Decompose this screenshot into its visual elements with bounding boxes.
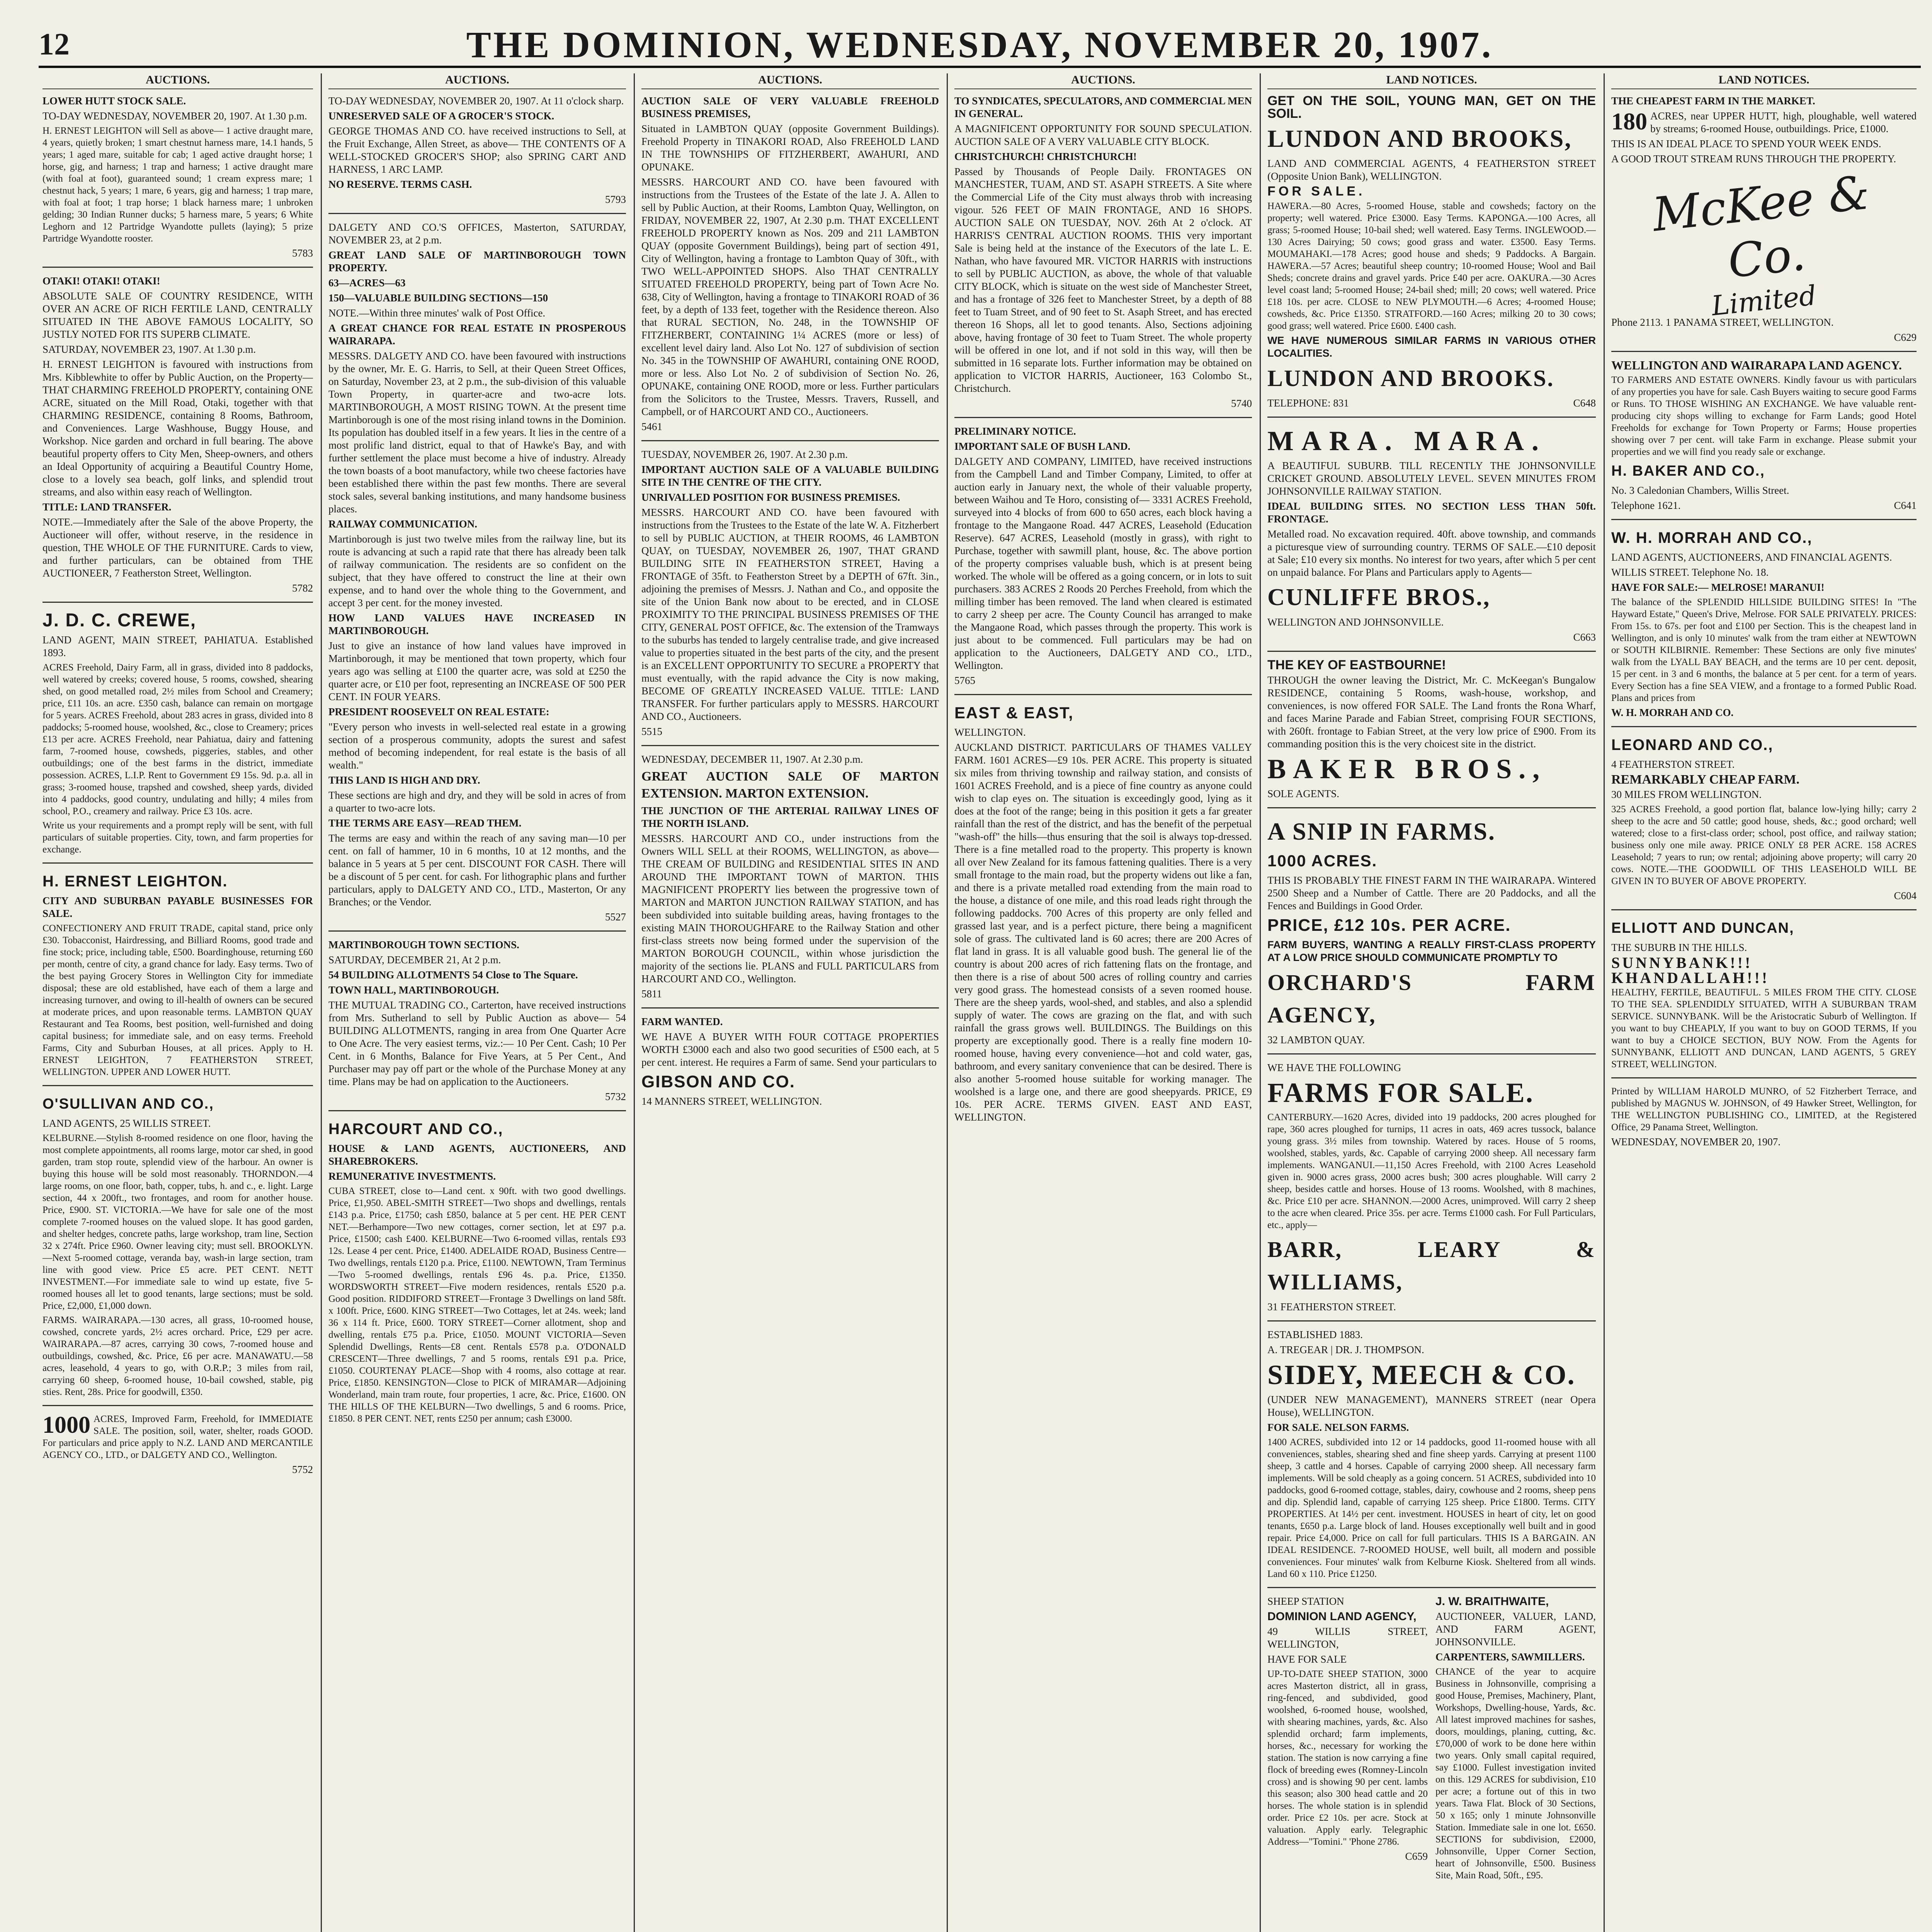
- ad-body: CHANCE of the year to acquire Business in Johnsonville, comprising a good House, Premises, Machinery, Plant, Workshops, Dwelling-house, Yards, &c. All latest improved machines for sashes, doors, mouldings, planing, cutting, &c. £70,000 of work to be done here within two years. Only small capital required, say £1000. Fullest investigation invited on this. 129 ACRES for subdivision, £10 per acre; a fortune out of this in two years. Tawa Flat. Block of 30 Sections, 50 x 165; only 1 minute Johnsonville Station. Immediate sale in one lot. £650. SECTIONS for subdivision, £2000, Johnsonville, Upper Corner Section, heart of Johnsonville, £500. Business Site, Main Road, 50ft., £95.: [1435, 1667, 1596, 1881]
- ad-title: UNRESERVED SALE OF A GROCER'S STOCK.: [328, 110, 554, 122]
- divider: [641, 440, 939, 441]
- twin-ads: [1267, 1595, 1596, 1884]
- ad-subtitle: CHRISTCHURCH! CHRISTCHURCH!: [954, 151, 1137, 162]
- divider: [1611, 909, 1917, 910]
- ad-subtitle: THE TERMS ARE EASY—READ THEM.: [328, 817, 522, 829]
- ad-title: IMPORTANT AUCTION SALE OF A VALUABLE BUILDING SITE IN THE CENTRE OF THE CITY.: [641, 464, 939, 488]
- agent-address: LAND AND COMMERCIAL AGENTS, 4 FEATHERSTON STREET (Opposite Union Bank), WELLINGTON.: [1267, 158, 1596, 182]
- ad-subtitle: RAILWAY COMMUNICATION.: [328, 518, 478, 530]
- agent-address: AUCTIONEER, VALUER, LAND, AND FARM AGENT, JOHNSONVILLE.: [1435, 1611, 1596, 1648]
- divider: [1611, 726, 1917, 727]
- column-1: [43, 73, 313, 1932]
- ad-body: WE HAVE A BUYER WITH FOUR COTTAGE PROPERTIES WORTH £3000 each and also two good securities of £500 each, at 5 per cent. interest. He requires a Farm of same. Send your particulars to: [641, 1031, 939, 1068]
- agent-name: LUNDON AND BROOKS.: [1267, 366, 1554, 391]
- ad-title: REMARKABLY CHEAP FARM.: [1611, 772, 1800, 787]
- ad-body: DALGETY AND COMPANY, LIMITED, have received instructions from the Campbell Land and Timber Company, Limited, to offer at auction early in January next, the whole of their valuable property, between Waihou and Te Horo, consisting of— 3331 ACRES Freehold, surveyed into 4 blocks of from 600 to 650 acres, each block having a frontage to the Mangaone Road. 447 ACRES, Leasehold (Education Reserve). 647 ACRES, Leasehold (mostly in grass), with right to Purchase, together with sawmill plant, house, &c. The above portion of the property comprises valuable bush, which is at present being worked. The whole will be offered as a going concern, or in lots to suit purchasers. 383 ACRES 2 Roods 20 Perches Freehold, from which the milling timber has been removed. The land when cleared is estimated to carry 2 sheep per acre. The County Council has arranged to make the Mangaone Road, which passes through the property. This work is just about to be commenced. Full particulars may be had on application to the Auctioneers, DALGETY AND CO., LTD., Wellington.: [954, 456, 1252, 671]
- ad-subtitle: 30 MILES FROM WELLINGTON.: [1611, 789, 1762, 800]
- agent-address: 32 LAMBTON QUAY.: [1267, 1034, 1365, 1046]
- agent-address: 31 FEATHERSTON STREET.: [1267, 1301, 1396, 1313]
- ad-subtitle: THE JUNCTION OF THE ARTERIAL RAILWAY LINES OF THE NORTH ISLAND.: [641, 805, 939, 829]
- ad-subtitle: CARPENTERS, SAWMILLERS.: [1435, 1651, 1585, 1663]
- ad-banner: GET ON THE SOIL, YOUNG MAN, GET ON THE SOIL.: [1267, 94, 1596, 121]
- agent-name: ELLIOTT AND DUNCAN,: [1611, 920, 1794, 936]
- ad-title: THE KEY OF EASTBOURNE!: [1267, 658, 1446, 672]
- ad-subtitle: WE HAVE THE FOLLOWING: [1267, 1062, 1401, 1073]
- ad-subtitle: THIS LAND IS HIGH AND DRY.: [328, 774, 480, 786]
- ad-subtitle: PRESIDENT ROOSEVELT ON REAL ESTATE:: [328, 706, 549, 718]
- ad-ref: 5765: [954, 675, 975, 686]
- ad-subtitle: SOLE AGENTS.: [1267, 788, 1340, 799]
- ad-date: TUESDAY, NOVEMBER 26, 1907. At 2.30 p.m.: [641, 449, 848, 460]
- price: PRICE, £12 10s. PER ACRE.: [1267, 916, 1511, 935]
- column-2: [328, 73, 626, 1932]
- ad-date: TO-DAY WEDNESDAY, NOVEMBER 20, 1907. At 11 o'clock sharp.: [328, 95, 624, 107]
- agent-address: WELLINGTON AND JOHNSONVILLE.: [1267, 616, 1444, 628]
- partner-names: A. TREGEAR | DR. J. THOMPSON.: [1267, 1344, 1424, 1355]
- ad-terms: NO RESERVE. TERMS CASH.: [328, 179, 472, 190]
- divider: [1267, 1587, 1596, 1588]
- column-rule: [947, 73, 948, 1932]
- newspaper-title: THE DOMINION, WEDNESDAY, NOVEMBER 20, 1907.: [466, 24, 1493, 65]
- ad-body: AUCKLAND DISTRICT. PARTICULARS OF THAMES VALLEY FARM. 1601 ACRES—£9 10s. PER ACRE. This property is situated six miles from thriving township and railway station, and consists of 1601 ACRES Freehold, and is a piece of fine country as anyone could wish to clap eyes on. The situation is exceedingly good, lying as it does at the foot of the range; being in this position it gets a far greater rainfall than the rest of the district, and has the benefit of the perpetual "wash-off" the hills—thus ensuring that the soil is always top-dressed. There is a fine metalled road to the property. This property is known all over New Zealand for its famous fattening qualities. There is a very small frontage to the main road, but the property widens out like a fan, and there is a private metalled road extending from the main road to the house, a distance of one mile, and this road leads right through the following paddocks. 700 Acres of this property are only felled and grassed last year, and is a perfect picture, there being a magnificent sole of grass. The cultivated land is 60 acres; there are 200 Acres of flat land in grass. It is all valuable good bush. The general lie of the country is about 200 acres of rich fattening flats on the frontage, and then there is a rise of about 500 acres of rolling country and carries very good grass. The homestead consists of a seven roomed house. There are the sheep yards, wool-shed, and stables, and also a splendid supply of water. The cows are grazing on the flat, and with such rainfall the grass grows well. BUILDINGS. The Buildings on this property are exceptionally good. There is a really fine modern 10-roomed house, having every convenience—hot and cold water, gas, bathroom, and every sanitary convenience that can be desired. There is also another 5-roomed house suitable for working manager. The woolshed is a large one, and there are good sheepyards. PRICE, £9 10s. PER ACRE. TERMS GIVEN. EAST AND EAST, WELLINGTON.: [954, 742, 1252, 1123]
- agent-address: LAND AGENTS, 25 WILLIS STREET.: [43, 1117, 211, 1129]
- ad-body: CUBA STREET, close to—Land cent. x 90ft. with two good dwellings. Price, £1,950. ABEL-SMITH STREET—Two shops and dwellings, rentals £143 p.a. Price, £1750; cash £850, balance at 5 per cent. HE PER CENT NET.—Berhampore—Two new cottages, corner section, let at £97 p.a. Price, £1500; cash £400. KELBURNE—Two 6-roomed villas, rentals £93 12s. Lease 4 per cent. Price, £1400. ADELAIDE ROAD, Business Centre—Two dwellings, rentals £120 p.a. Price, £1100. NEWTOWN, Tram Terminus—Two 5-roomed dwellings, rentals £96 4s. p.a. Price, £1350. WORDSWORTH STREET—Five modern residences, rentals £520 p.a. Good position. RIDDIFORD STREET—Frontage 3 Dwellings on land 58ft. x 100ft. Price, £600. KING STREET—Two Cottages, let at 24s. week; land 36 x 114 ft. Price, £600. TORY STREET—Corner allotment, shop and dwelling, rentals £75 p.a. Price, £1050. MOUNT VICTORIA—Seven Splendid Dwellings, Rents—£8 cent. Rentals £578 p.a. O'DONALD CRESCENT—Three dwellings, 7 and 5 rooms, rentals £91 p.a. Price, £1050. COURTENAY PLACE—Shop with 4 rooms, also cottage at rear. Price, £1850. KENSINGTON—Close to PICK of MIRAMAR—Adjoining Wonderland, main tram route, four properties, 1 acre, &c. Price, £1600. ON THE HILLS OF THE KELBURN—Two dwellings, 5 and 6 rooms. Price, £1850. 8 PER CENT. NET, rents £250 per annum; cash £3000.: [328, 1186, 626, 1424]
- agent-name: O'SULLIVAN AND CO.,: [43, 1096, 214, 1112]
- divider: [1267, 807, 1596, 808]
- section-header: AUCTIONS.: [954, 73, 1252, 89]
- ad-subtitle: IMPORTANT SALE OF BUSH LAND.: [954, 440, 1131, 452]
- divider: [1267, 651, 1596, 652]
- agent-address: LAND AGENT, MAIN STREET, PAHIATUA. Established 1893.: [43, 634, 313, 658]
- acre-number: 180: [1611, 109, 1647, 135]
- column-5: [1267, 73, 1596, 1932]
- ad-date: SATURDAY, NOVEMBER 23, 1907. At 1.30 p.m.: [43, 344, 256, 355]
- ad-body: Passed by Thousands of People Daily. FRONTAGES ON MANCHESTER, TUAM, AND ST. ASAPH STREETS. A Site where the Commercial Life of the City must always throb with increasing vigour. 526 FEET OF MAIN FRONTAGE, AND 16 SHOPS. AUCTION SALE ON TUESDAY, NOV. 26th At 2 o'clock. AT HARRIS'S CENTRAL AUCTION ROOMS. THIS very important Sale is being held at the instance of the Executors of the late L. E. Nathan, who have favoured MR. VICTOR HARRIS with instructions to sell by PUBLIC AUCTION, as above, the whole of that valuable CITY BLOCK, which is situate on the west side of Manchester Street, and has a frontage of 326 feet to Manchester Street, by a depth of 88 feet to Tuam Street, and of 90 feet to St. Asaph Street, and has erected thereon 16 Shops, all let to good tenants. Also, Sections adjoining above, having frontage of 30 feet to Tuam Street. The whole property will be offered in one lot, and if not sold in this way, will then be submitted in 16 separate lots. Further information may be obtained on application to VICTOR HARRIS, Auctioneer, 163 Colombo St., Christchurch.: [954, 166, 1252, 394]
- ad-block: [1435, 1595, 1596, 1884]
- ad-block: [1267, 1595, 1428, 1884]
- ad-subtitle: UNRIVALLED POSITION FOR BUSINESS PREMISES.: [641, 492, 900, 503]
- imprint-date: WEDNESDAY, NOVEMBER 20, 1907.: [1611, 1136, 1781, 1148]
- ad-body: 1400 ACRES, subdivided into 12 or 14 paddocks, good 11-roomed house with all conveniences, stables, shearing shed and fine sheep yards. Carrying at present 1100 sheep, 3 cattle and 4 horses. Capable of carrying 2000 sheep. All necessary farm implements. Will be sold cheaply as a going concern. 51 ACRES, subdivided into 10 paddocks, good 6-roomed cottage, stables, dairy, cowhouse and 2 rooms, sheep pens and dip. Splendid land, capable of carrying 125 sheep. Price £1800. Terms. CITY PROPERTIES. At 14½ per cent. investment. HOUSES in heart of city, let on good tenants, £650 p.a. Large block of land. Houses exceptionally well built and in good repair. Price £4,000. Price on call for full particulars. THIS IS A BARGAIN. AN IDEAL RESIDENCE. 7-ROOMED HOUSE, well built, all modern and possible conveniences. Four minutes' walk from Kelburne Kiosk. Sheltered from all winds. Land 60 x 110. Price £1250.: [1267, 1437, 1596, 1579]
- section-header: AUCTIONS.: [641, 73, 939, 89]
- divider: [43, 602, 313, 603]
- divider: [954, 417, 1252, 418]
- ad-body: HAWERA.—80 Acres, 5-roomed House, stable and cowsheds; factory on the property; well watered. Price £3000. Easy Terms. KAPONGA.—100 Acres, all grass; 5-roomed House; 10-bail shed; well watered. Easy Terms. INGLEWOOD.—130 Acres Dairying; 50 cows; good grass and water. £3500. Easy Terms. MOUMAHAKI.—178 Acres; good house and sheds; 9 Paddocks. A Bargain. HAWERA.—57 Acres; beautiful sheep country; 10-roomed House; Wool and Bail Sheds; concrete drains and gravel yards. Price £40 per acre. OAKURA.—30 Acres level coast land; 5-roomed House; 24-bail shed; mill; 20 cows; well watered. Price £18 10s. per acre. CLOSE to NEW PLYMOUTH.—6 Acres; 4-roomed House; cowsheds, &c. Price £1350. STRATFORD.—160 Acres; milking 20 to 30 cows; good grass; well watered. Price £600. £400 cash.: [1267, 201, 1596, 331]
- ad-ref: 5732: [605, 1091, 626, 1102]
- agent-name: W. H. MORRAH AND CO.: [1611, 707, 1734, 718]
- ad-body: MESSRS. HARCOURT AND CO., under instructions from the Owners WILL SELL at their ROOMS, WELLINGTON, as above— THE CREAM OF BUILDING and RESIDENTIAL SITES IN AND AROUND THE IMPORTANT TOWN of MARTON. THIS MAGNIFICENT PROPERTY lies between the progressive town of MARTON and MARTON JUNCTION RAILWAY STATION, and has been subdivided into suitable building areas, having frontages to the existing MAIN THOROUGHFARE to the Railway Station and other first-class streets now being formed under the supervision of the MARTON BOROUGH COUNCIL, within whose jurisdiction the majority of the sections lie. PLANS and FULL PARTICULARS from HARCOURT AND CO., Wellington.: [641, 833, 939, 985]
- ad-title: A SNIP IN FARMS.: [1267, 818, 1496, 845]
- acre-number: 1000: [43, 1412, 90, 1438]
- ad-body: H. ERNEST LEIGHTON is favoured with instructions from Mrs. Kibblewhite to offer by Public Auction, on the Property— THAT CHARMING FREEHOLD PROPERTY, containing ONE ACRE, situated on the Mill Road, Otaki, together with that CHARMING RESIDENCE, containing 8 Rooms, Bathroom, and Conveniences. Large Washhouse, Buggy House, and Workshop. Nice garden and orchard in full bearing. The above beautiful property offers to City Men, Sheep-owners, and others an Ideal Opportunity of acquiring a Beautiful Country Home, close to a lovely sea beach, golf links, and splendid trout streams, and also within easy reach of Wellington.: [43, 359, 313, 498]
- agent-name: H. BAKER AND CO.,: [1611, 463, 1765, 479]
- ad-subtitle: A GOOD TROUT STREAM RUNS THROUGH THE PROPERTY.: [1611, 153, 1896, 165]
- ad-subtitle: HAVE FOR SALE:— MELROSE! MARANUI!: [1611, 582, 1825, 593]
- ad-title: GREAT LAND SALE OF MARTINBOROUGH TOWN PROPERTY.: [328, 249, 626, 274]
- divider: [954, 694, 1252, 695]
- ad-subtitle: CITY AND SUBURBAN PAYABLE BUSINESSES FOR SALE.: [43, 895, 313, 919]
- ad-title: SUNNYBANK!!!: [1611, 954, 1753, 971]
- ad-subtitle: ESTABLISHED 1883.: [1267, 1329, 1363, 1340]
- ad-subtitle: 54 BUILDING ALLOTMENTS 54 Close to The Square.: [328, 969, 578, 981]
- ad-body: HEALTHY, FERTILE, BEAUTIFUL. 5 MILES FROM THE CITY. CLOSE TO THE SEA. SPLENDIDLY SITUATED, WITH A SUBURBAN TRAM SERVICE. SUNNYBANK. Will be the Aristocratic Suburb of Wellington. If you want to buy CHEAPLY, If you want to buy on GOOD TERMS, If you want to buy a CHOICE SECTION, BUY NOW. From the Agents for SUNNYBANK, ELLIOTT AND DUNCAN, LAND AGENTS, 5 GREY STREET, WELLINGTON.: [1611, 987, 1917, 1070]
- ad-ref: 5783: [292, 247, 313, 259]
- ad-subtitle: 1000 ACRES.: [1267, 852, 1378, 870]
- ad-body: CANTERBURY.—1620 Acres, divided into 19 paddocks, 200 acres ploughed for rape, 360 acres ploughed for turnips, 11 acres in oats, 469 acres tussock, balance young grass. 3½ miles from township. Watered by races. House of 5 rooms, woolshed, stables, yards, &c. Capable of carrying 2000 sheep. All necessary farm implements. WANGANUI.—11,150 Acres Freehold, with 2100 Acres Leasehold given in. 9000 acres grass, 2000 acres bush; 300 acres ploughable. Will carry 2 sheep, besides cattle and horses. House of 13 rooms. Woolshed, with 8 machines, &c. Price £10 per acre. SHANNON.—2000 Acres, unimproved. Will carry 2 sheep to the acre when cleared. Price 35s. per acre. Terms £1000 cash. For Full Particulars, etc., apply—: [1267, 1112, 1596, 1230]
- ad-date: DALGETY AND CO.'S OFFICES, Masterton, SATURDAY, NOVEMBER 23, at 2 p.m.: [328, 221, 626, 246]
- agent-name: J. W. BRAITHWAITE,: [1435, 1595, 1549, 1608]
- signature-logo-sub: Limited: [1710, 279, 1818, 322]
- divider: [328, 213, 626, 214]
- ad-subtitle: ABSOLUTE SALE OF COUNTRY RESIDENCE, WITH OVER AN ACRE OF RICH FERTILE LAND, CENTRALLY SITUATED IN THE ABOVE FAMOUS LOCALITY, SO JUSTLY NOTED FOR ITS SUPERB CLIMATE.: [43, 290, 313, 340]
- ad-body: H. ERNEST LEIGHTON will Sell as above— 1 active draught mare, 4 years, quietly broken; 1 smart chestnut harness mare, 14.1 hands, 5 years; 1 aged mare, suitable for cab; 1 aged active draught horse; 1 horse, gig, and harness; 1 trap and harness; 1 active draught mare (with foal at foot), guaranteed sound; 1 cream express mare; 1 chestnut hack, 5 years; 1 mare, 6 years, gig and harness; 1 trap mare, with foal at foot; 1 trap horse; 1 black harness mare; 1 unbroken gelding; 30 Indian Runner ducks; 5 harness mare, 5 years; 6 White Leghorn and 12 Partridge Wyandotte pullets (laying); 5 prize Partridge Wyandotte rooster.: [43, 126, 313, 244]
- divider: [641, 745, 939, 746]
- ad-ref: 5461: [641, 421, 662, 432]
- ad-title: MARA. MARA.: [1267, 425, 1546, 456]
- ad-date: SATURDAY, DECEMBER 21, At 2 p.m.: [328, 954, 501, 966]
- ad-subtitle: 150—VALUABLE BUILDING SECTIONS—150: [328, 292, 548, 304]
- ad-subtitle: FOR SALE.: [1267, 184, 1366, 199]
- ad-body: ACRES, near UPPER HUTT, high, ploughable, well watered by streams; 6-roomed House, outbuildings. Price, £1000.: [1650, 110, 1917, 134]
- agent-name: EAST & EAST,: [954, 704, 1074, 722]
- divider: [1267, 1053, 1596, 1054]
- ad-subtitle: FARM BUYERS, WANTING A REALLY FIRST-CLASS PROPERTY AT A LOW PRICE SHOULD COMMUNICATE PROMPTLY TO: [1267, 939, 1596, 963]
- ad-body: Martinborough is just two twelve miles from the railway line, but its route is advancing at such a rapid rate that there has already been talk of railway communication. The residents are so confident on the subject, that they have offered to construct the line at their own expense, and to hand over the whole thing to the Government, and accept 3 per cent. for the money invested.: [328, 533, 626, 609]
- ad-subtitle: IDEAL BUILDING SITES. NO SECTION LESS THAN 50ft. FRONTAGE.: [1267, 500, 1596, 525]
- divider: [43, 1085, 313, 1086]
- ad-body: ACRES, Improved Farm, Freehold, for IMMEDIATE SALE. The position, soil, water, shelter, roads GOOD. For particulars and price apply to N.Z. LAND AND MERCANTILE AGENCY CO., LTD., or DALGETY AND CO., Wellington.: [43, 1414, 313, 1460]
- ad-ref: C604: [1894, 890, 1917, 901]
- ad-title: FARM WANTED.: [641, 1016, 723, 1027]
- ad-body: ACRES Freehold, Dairy Farm, all in grass, divided into 8 paddocks, well watered by creeks; covered house, 5 rooms, cowshed, shearing shed, on good metalled road, 2½ miles from School and Creamery; price, £11 10s. an acre. £350 cash, balance can remain on mortgage for 5 years. ACRES Freehold, about 283 acres in grass, divided into 8 paddocks; 5-roomed house, woolshed, &c., close to Creamery; prices £13 per acre. ACRES Freehold, near Pahiatua, dairy and fattening farm, 7-roomed house, cowsheds, piggeries, stables, and other outbuildings; one of the best farms in the district, immediate possession. ACRES, L.I.P. Rent to Government £9 15s. 9d. p.a. all in grass; 3-roomed house, trapshed and cowshed, sheep yards, divided into 4 paddocks, good country, undulating and hilly; 4 miles from school, P.O., creamery and railway. Price £3 10s. acre.: [43, 662, 313, 816]
- ad-body: The balance of the SPLENDID HILLSIDE BUILDING SITES! In "The Hayward Estate," Queen's Drive, Melrose. FOR SALE PRIVATELY. PRICES: From 15s. to 67s. per foot and £100 per Section. This is the cheapest land in Wellington, and is only 10 minutes' walk from the tram either at NEWTOWN or SOUTH KILBIRNIE. Remember: These Sections are only five minutes' walk from the LYALL BAY BEACH, and the terms are 10 per cent. deposit, 15 per cent. in 3 and 6 months, the balance at 5 per cent. for a term of years. Every Section has a fine SEA VIEW, and a frontage to a formed Public Road. Plans and prices from: [1611, 597, 1917, 703]
- ad-subtitle: 63—ACRES—63: [328, 277, 406, 289]
- ad-ref: 5752: [292, 1464, 313, 1475]
- ad-body: 325 ACRES Freehold, a good portion flat, balance low-lying hilly; carry 2 sheep to the acre and 50 cattle; good house, sheds, &c.; good orchard; well watered; close to a first-class order; school, post office, and railway station; business only one mile away. PRICE ONLY £8 PER ACRE. 158 ACRES Leasehold; 7 years to run; ow rental; adjoining above property; will carry 20 cows. NOTE.—THE GOODWILL OF THIS LEASEHOLD WILL BE GIVEN IN TO BUYER OF ABOVE PROPERTY.: [1611, 804, 1917, 886]
- phone-number: Telephone 1621.: [1611, 500, 1681, 511]
- ad-body: The terms are easy and within the reach of any saving man—10 per cent. on fall of hammer, 10 in 6 months, 10 at 12 months, and the balance in 5 years at 5 per cent. DISCOUNT FOR CASH. There will be a discount of 5 per cent. for cash. For lithographic plans and further particulars, apply to DALGETY AND CO., LTD., Masterton, Or any Branches; or the Vendor.: [328, 832, 626, 908]
- ad-ref: 5811: [641, 988, 662, 1000]
- column-rule: [634, 73, 635, 1932]
- ad-body: FARMS. WAIRARAPA.—130 acres, all grass, 10-roomed house, cowshed, concrete yards, 2½ acres orchard. Price, £29 per acre. WAIRARAPA.—87 acres, carrying 30 cows, 7-roomed house and outbuildings, cowshed, &c. Price, £6 per acre. MANAWATU.—58 acres, leasehold, 4 years to go, with O.R.P.; 3 miles from rail, carrying 60 sheep, 6-roomed house, 10-bail cowshed, stable, pig sties. Rent, 28s. Price for goodwill, £350.: [43, 1315, 313, 1397]
- column-rule: [321, 73, 322, 1932]
- ad-note: NOTE.—Within three minutes' walk of Post Office.: [328, 307, 546, 319]
- column-rule: [1260, 73, 1261, 1932]
- ad-title: THE CHEAPEST FARM IN THE MARKET.: [1611, 95, 1815, 107]
- ad-body: Metalled road. No excavation required. 40ft. above township, and commands a picturesque view of surrounding country. TERMS OF SALE.—£10 deposit at Sale; £10 every six months. No interest for two years, after which 5 per cent on unpaid balance. For Plans and Particulars apply to Agents—: [1267, 528, 1596, 578]
- ad-body: UP-TO-DATE SHEEP STATION, 3000 acres Masterton district, all in grass, ring-fenced, and subdivided, good woolshed, 6-roomed house, woolshed, with shearing machines, yards, &c. Also splendid orchard; farm implements, horses, &c., necessary for working the station. The station is now carrying a fine flock of breeding ewes (Romney-Lincoln cross) and is showing 90 per cent. lambs this season; also 300 head cattle and 20 horses. The whole station is in splendid order. Price £2 10s. per acre. Stock at valuation. Apply early. Telegraphic Address—"Tomini." 'Phone 2786.: [1267, 1669, 1428, 1847]
- ad-subtitle: A GREAT CHANCE FOR REAL ESTATE IN PROSPEROUS WAIRARAPA.: [328, 322, 626, 347]
- section-header: LAND NOTICES.: [1611, 73, 1917, 89]
- ad-body: These sections are high and dry, and they will be sold in acres of from a quarter to two-acre lots.: [328, 789, 626, 814]
- ad-body: MESSRS. DALGETY AND CO. have been favoured with instructions by the owner, Mr. E. G. Harris, to Sell, at their Queen Street Offices, on Saturday, November 23, at 2 p.m., the sub-division of this valuable Town Property, in quarter-acre and two-acre lots. MARTINBOROUGH, A MOST RISING TOWN. At the present time Martinborough is one of the most rising inland towns in the Dominion. Its population has doubled itself in a few years. It lies in the centre of a most prolific land district, equal to that of Hawke's Bay, and with further settlement the place must become a hive of industry. Already the town boasts of a boot manufactory, while two cheese factories have been established there within the past few months. There are several stock sales, several banking institutions, and many handsome business places.: [328, 350, 626, 515]
- ad-subtitle: LAND AGENTS, AUCTIONEERS, AND FINANCIAL AGENTS.: [1611, 551, 1892, 563]
- agent-address: 1 PANAMA STREET, WELLINGTON.: [1665, 316, 1834, 328]
- column-rule: [1604, 73, 1605, 1932]
- ad-body: Just to give an instance of how land values have improved in Martinborough, it may be mentioned that town property, which four years ago was selling at £100 the quarter acre, was sold at £250 the quarter acre, or £10 per foot, representing an INCREASE OF 500 PER CENT. IN FOUR YEARS.: [328, 640, 626, 702]
- masthead: [39, 23, 1921, 68]
- ad-subtitle: HAVE FOR SALE: [1267, 1653, 1347, 1665]
- ad-body: CONFECTIONERY AND FRUIT TRADE, capital stand, price only £30. Tobacconist, Hairdressing, and Billiard Rooms, good trade and fine stock; price, including table, £500. Boardinghouse, returning £60 per month, centre of city, a grand chance for lady. Easy terms. Two of the best paying Grocery Stores in Wellington City for immediate disposal; these are old established, have each of them a large and increasing turnover, and owing to ill-health of owners can be secured at moderate prices, and upon reasonable terms. LAMBTON QUAY Restaurant and Tea Rooms, best position, well-furnished and doing capital business; for immediate sale, and on easy terms. Freehold Farms, City and Suburban Houses, at all prices. Apply to H. ERNEST LEIGHTON, 7 FEATHERSTON STREET, WELLINGTON. UPPER AND LOWER HUTT.: [43, 923, 313, 1077]
- signature-logo: McKee & Co.: [1650, 166, 1872, 289]
- agent-address: 4 FEATHERSTON STREET.: [1611, 759, 1735, 770]
- ad-subtitle: A BEAUTIFUL SUBURB. TILL RECENTLY THE JOHNSONVILLE CRICKET GROUND. ABSOLUTELY LEVEL. SEVEN MINUTES FROM JOHNSONVILLE RAILWAY STATION.: [1267, 460, 1596, 497]
- ad-title: MARTINBOROUGH TOWN SECTIONS.: [328, 939, 519, 951]
- ad-ref: 5740: [1231, 398, 1252, 409]
- phone-number: Phone 2113.: [1611, 316, 1663, 328]
- agent-address: 14 MANNERS STREET, WELLINGTON.: [641, 1095, 822, 1107]
- column-4: [954, 73, 1252, 1932]
- divider: [1267, 1320, 1596, 1321]
- ad-title: TO SYNDICATES, SPECULATORS, AND COMMERCIAL MEN IN GENERAL.: [954, 95, 1252, 119]
- agent-name: BARR, LEARY & WILLIAMS,: [1267, 1237, 1596, 1294]
- ad-date: TO-DAY WEDNESDAY, NOVEMBER 20, 1907. At 1.30 p.m.: [43, 110, 307, 122]
- ad-ref: C648: [1573, 397, 1596, 409]
- divider: [1267, 417, 1596, 418]
- ad-body: THE MUTUAL TRADING CO., Carterton, have received instructions from Mrs. Sutherland to sell by Public Auction as above— 54 BUILDING ALLOTMENTS, ranging in area from One Quarter Acre to One Acre. The very easiest terms, viz.:— 10 Per Cent. Cash; 10 Per Cent. in 6 Months, Balance for Five Years, at 5 Per Cent., And Purchaser may pay off part or the whole of the Purchase Money at any time. Plans may be had on application to the Auctioneers.: [328, 999, 626, 1087]
- ad-body: MESSRS. HARCOURT AND CO. have been favoured with instructions from the Trustees of the Estate of the late J. A. Allen to sell by Public Auction, at their Rooms, Lambton Quay, Wellington, on FRIDAY, NOVEMBER 22, 1907, At 2.30 p.m. THAT EXCELLENT FREEHOLD PROPERTY known as Nos. 209 and 211 LAMBTON QUAY (opposite Government Buildings), being part of section 491, City of Wellington, having a frontage to Lambton Quay of 30ft., with TWO WELL-APPOINTED SHOPS. Also THAT CENTRALLY SITUATED FREEHOLD PROPERTY, being part of Town Acre No. 638, City of Wellington, having a frontage to TINAKORI ROAD of 36 feet, by a depth of 133 feet, together with the Residence thereon. Also that RURAL SECTION, No. 248, in the TOWNSHIP OF FITZHERBERT, CONTAINING 1¼ ACRES (more or less) of excellent level dairy land. Also Lot No. 127 of subdivision of section No. 345 in the TOWNSHIP OF AWAHURI, containing ONE ROOD, more or less. Also Lot No. 2 of subdivision of Section No. 26, OPUNAKE, containing ONE ROOD, more or less. Further particulars from the Solicitors to the Trustee, Messrs. Travers, Russell, and Campbell, or of HARCOURT AND CO., Auctioneers.: [641, 176, 939, 417]
- agent-name: H. ERNEST LEIGHTON.: [43, 873, 228, 890]
- ad-subtitle: REMUNERATIVE INVESTMENTS.: [328, 1170, 496, 1182]
- ad-subtitle: FOR SALE. NELSON FARMS.: [1267, 1422, 1409, 1433]
- ad-subtitle: TOWN HALL, MARTINBOROUGH.: [328, 984, 499, 996]
- agent-name: BAKER BROS.,: [1267, 753, 1547, 784]
- column-3: [641, 73, 939, 1932]
- divider: [43, 1405, 313, 1406]
- ad-body: GEORGE THOMAS AND CO. have received instructions to Sell, at the Fruit Exchange, Allen Street, as above— THE CONTENTS OF A WELL-STOCKED GROCER'S SHOP; also SPRING CART AND HARNESS, 1 ARC LAMP.: [328, 125, 626, 175]
- agent-name: DOMINION LAND AGENCY,: [1267, 1610, 1417, 1623]
- agent-name: CUNLIFFE BROS.,: [1267, 584, 1491, 611]
- ad-title: WELLINGTON AND WAIRARAPA LAND AGENCY.: [1611, 358, 1902, 372]
- ad-note: NOTE.—Immediately after the Sale of the above Property, the Auctioneer will offer, without reserve, in the residence in question, THE WHOLE OF THE FURNITURE. Cards to view, and further particulars, can be obtained from THE AUCTIONEER, 7 Featherston Street, Wellington.: [43, 516, 313, 579]
- ad-footer: Write us your requirements and a prompt reply will be sent, with full particulars of suitable properties. City, town, and farm properties for exchange.: [43, 820, 313, 855]
- agent-address: WILLIS STREET. Telephone No. 18.: [1611, 566, 1769, 578]
- ad-subtitle: THIS IS AN IDEAL PLACE TO SPEND YOUR WEEK ENDS.: [1611, 138, 1881, 150]
- ad-subtitle: THE SUBURB IN THE HILLS.: [1611, 942, 1747, 953]
- ad-subtitle: HOUSE & LAND AGENTS, AUCTIONEERS, AND SHAREBROKERS.: [328, 1143, 626, 1167]
- ad-ref: C659: [1405, 1850, 1428, 1862]
- divider: [641, 1007, 939, 1009]
- ad-title-note: TITLE: LAND TRANSFER.: [43, 501, 172, 513]
- divider: [43, 267, 313, 268]
- divider: [328, 1110, 626, 1111]
- ad-title: GREAT AUCTION SALE OF MARTON EXTENSION. MARTON EXTENSION.: [641, 769, 939, 801]
- agent-name: LUNDON AND BROOKS,: [1267, 125, 1572, 152]
- ad-ref: 5782: [292, 582, 313, 594]
- agent-address: 49 WILLIS STREET, WELLINGTON,: [1267, 1626, 1428, 1650]
- agent-address: No. 3 Caledonian Chambers, Willis Street.: [1611, 485, 1789, 496]
- ad-body: MESSRS. HARCOURT AND CO. have been favoured with instructions from the Trustees to the Estate of the late W. A. Fitzherbert to sell by PUBLIC AUCTION, at THEIR ROOMS, 46 LAMBTON QUAY, on TUESDAY, NOVEMBER 26, 1907, THAT GRAND BUILDING SITE IN FEATHERSTON STREET, Having a FRONTAGE of 35ft. to Featherston Street by a DEPTH of 67ft. 3in., adjoining the premises of Messrs. J. Nathan and Co., and opposite the site of the Union Bank now about to be erected, and in CLOSE PROXIMITY TO THE PRINCIPAL BUSINESS PREMISES OF THE CITY, GENERAL POST OFFICE, &c. The extension of the Tramways to the suburbs has tended to largely centralise trade, and give increased value to properties situated in the best parts of the city, and the present is an EXCELLENT OPPORTUNITY TO SECURE a PROPERTY that must eventually, with the rapid advance the City is now making, BECOME OF GREATLY INCREASED VALUE. TITLE: LAND TRANSFER. For further particulars apply to MESSRS. HARCOURT AND CO., Auctioneers.: [641, 507, 939, 722]
- ad-subtitle: HOW LAND VALUES HAVE INCREASED IN MARTINBOROUGH.: [328, 612, 626, 636]
- ad-title: PRELIMINARY NOTICE.: [954, 425, 1076, 437]
- divider: [328, 930, 626, 932]
- agent-name: J. D. C. CREWE,: [43, 610, 197, 631]
- section-header: AUCTIONS.: [43, 73, 313, 89]
- agent-name: LEONARD AND CO.,: [1611, 736, 1774, 753]
- ad-title: KHANDALLAH!!!: [1611, 969, 1770, 986]
- section-header: AUCTIONS.: [328, 73, 626, 89]
- ad-title: OTAKI! OTAKI! OTAKI!: [43, 275, 160, 287]
- ad-ref: C629: [1894, 332, 1917, 343]
- ad-title: AUCTION SALE OF VERY VALUABLE FREEHOLD BUSINESS PREMISES,: [641, 95, 939, 119]
- ad-subtitle: WE HAVE NUMEROUS SIMILAR FARMS IN VARIOUS OTHER LOCALITIES.: [1267, 335, 1596, 359]
- section-header: LAND NOTICES.: [1267, 73, 1596, 89]
- agent-name: W. H. MORRAH AND CO.,: [1611, 529, 1813, 546]
- ad-body: "Every person who invests in well-selected real estate in a growing section of a prosperous community, adopts the surest and safest method of becoming independent, for real estate is the basis of all wealth.": [328, 721, 626, 771]
- imprint: Printed by WILLIAM HAROLD MUNRO, of 52 Fitzherbert Terrace, and published by MAGNUS W. JOHNSON, of 49 Hawker Street, Wellington, for THE WELLINGTON PUBLISHING CO., LIMITED, at the Registered Office, 29 Panama Street, Wellington.: [1611, 1086, 1917, 1133]
- ad-subtitle: SHEEP STATION: [1267, 1595, 1344, 1607]
- page-number: 12: [39, 27, 70, 61]
- ad-title: LOWER HUTT STOCK SALE.: [43, 95, 186, 107]
- divider: [1611, 519, 1917, 520]
- ad-body: THROUGH the owner leaving the District, Mr. C. McKeegan's Bungalow RESIDENCE, containing 5 Rooms, wash-house, workshop, and conveniences, is now offered FOR SALE. The Land fronts the Rona Wharf, and faces Marine Parade and Fabian Street, comprising FOUR SECTIONS, with 260ft. frontage to Fabian Street, at the very low price of £900. From its commanding position this is the very choicest site in the district.: [1267, 674, 1596, 750]
- ad-ref: C663: [1573, 631, 1596, 643]
- agent-address: (UNDER NEW MANAGEMENT), MANNERS STREET (near Opera House), WELLINGTON.: [1267, 1394, 1596, 1418]
- ad-title: FARMS FOR SALE.: [1267, 1077, 1534, 1108]
- ad-ref: 5515: [641, 726, 662, 737]
- divider: [1611, 351, 1917, 352]
- ad-ref: 5527: [605, 911, 626, 923]
- ad-body: TO FARMERS AND ESTATE OWNERS. Kindly favour us with particulars of any properties you have for sale. Cash Buyers waiting to secure good Farms or Runs. TO THOSE WISHING AN EXCHANGE. We have valuable rent-producing city shops willing to exchange for Farm Lands; good Hotel Freeholds for exchange for Town Property or Farms; House properties showing over 7 per cent. will take Farm in exchange. Please submit your properties and we will find you ready sale or exchange.: [1611, 375, 1917, 457]
- agent-address: WELLINGTON.: [954, 726, 1026, 738]
- ad-body: KELBURNE.—Stylish 8-roomed residence on one floor, having the most complete appointments, all rooms large, motor car shed, in good garden, tram stop route, splendid view of the harbour. An owner is buying this house will be sold most reasonably. THORNDON.—4 large rooms, on one floor, bath, copper, tubs, h. and c., e. light. Large section, 44 x 200ft., two frontages, and room for another house. Price, £900. ST. VICTORIA.—We have for sale one of the most complete 7-roomed houses on the valued slope. It has good garden, and shelter hedges, concrete paths, large workshop, tram line, Section 32 x 274ft. Price £960. Owner leaving city; must sell. BROOKLYN.—Next 5-roomed cottage, veranda bay, wash-in large section, tram line with good view. Price £5 acre. PET CENT. NETT INVESTMENT.—For immediate sale to wind up estate, five 5-roomed houses all let to good tenants, large sections; must be sold. Price, £2,000, £1,000 down.: [43, 1133, 313, 1311]
- divider: [43, 862, 313, 864]
- agent-name: SIDEY, MEECH & CO.: [1267, 1359, 1576, 1390]
- ad-subtitle: Situated in LAMBTON QUAY (opposite Government Buildings). Freehold Property in TINAKORI ROAD, Also FREEHOLD LAND IN THE TOWNSHIPS OF FITZHERBERT, AWAHURI, AND OPUNAKE.: [641, 123, 939, 173]
- ad-ref: C641: [1894, 500, 1917, 511]
- phone-number: TELEPHONE: 831: [1267, 397, 1349, 409]
- ad-date: WEDNESDAY, DECEMBER 11, 1907. At 2.30 p.m.: [641, 753, 863, 765]
- divider: [1611, 1077, 1917, 1078]
- agent-name: ORCHARD'S FARM AGENCY,: [1267, 970, 1596, 1027]
- ad-ref: 5793: [605, 194, 626, 205]
- column-6: [1611, 73, 1917, 1932]
- agent-name: HARCOURT AND CO.,: [328, 1121, 503, 1138]
- ad-body: THIS IS PROBABLY THE FINEST FARM IN THE WAIRARAPA. Wintered 2500 Sheep and a Number of Cattle. There are 20 Paddocks, and all the Fences and Buildings in Good Order.: [1267, 874, 1596, 912]
- agent-name: GIBSON AND CO.: [641, 1072, 795, 1091]
- ad-subtitle: A MAGNIFICENT OPPORTUNITY FOR SOUND SPECULATION. AUCTION SALE OF A VERY VALUABLE CITY BLOCK.: [954, 123, 1252, 147]
